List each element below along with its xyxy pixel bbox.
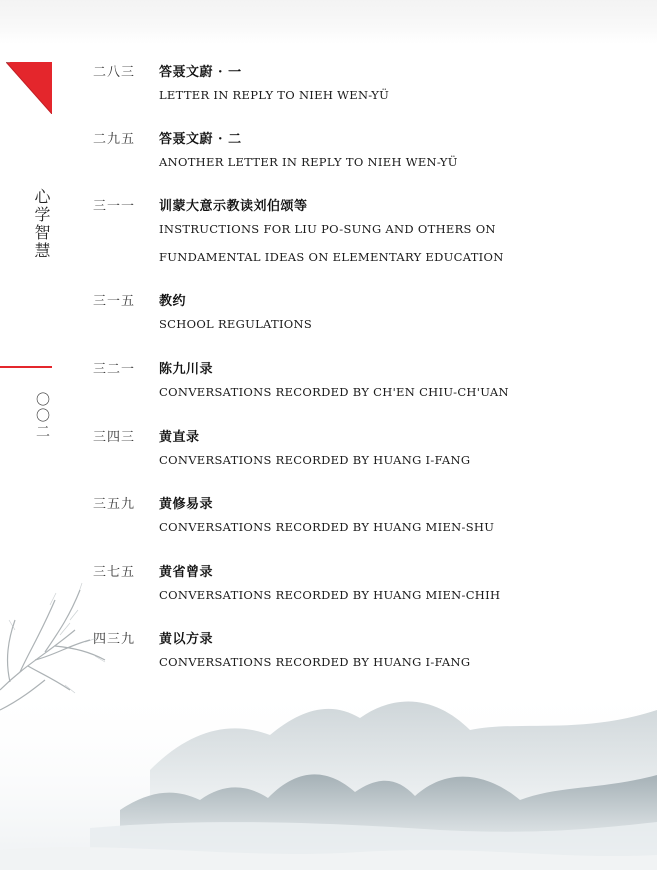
entry-title-en: ANOTHER LETTER IN REPLY TO NIEH WEN-YÜ: [159, 155, 458, 169]
entry-page-number: 三一一: [93, 199, 136, 214]
entry-title-cn: 黄修易录: [159, 497, 214, 512]
entry-title-en: CONVERSATIONS RECORDED BY HUANG I-FANG: [159, 453, 471, 467]
entry-page-number: 三五九: [93, 497, 136, 512]
entry-title-cn: 黄直录: [159, 430, 200, 445]
entry-page-number: 三七五: [93, 565, 136, 580]
entry-title-cn: 黄省曾录: [159, 565, 214, 580]
side-title: 心学智慧: [32, 188, 51, 260]
entry-title-en: LETTER IN REPLY TO NIEH WEN-YÜ: [159, 88, 390, 102]
entry-title-en: CONVERSATIONS RECORDED BY CH'EN CHIU-CH'UAN: [159, 385, 509, 399]
side-rule: [0, 366, 52, 368]
entry-page-number: 三二一: [93, 362, 136, 377]
entry-title-en: CONVERSATIONS RECORDED BY HUANG I-FANG: [159, 655, 471, 669]
entry-page-number: 三一五: [93, 294, 136, 309]
entry-page-number: 二八三: [93, 65, 136, 80]
entry-page-number: 四三九: [93, 632, 136, 647]
entry-title-en: CONVERSATIONS RECORDED BY HUANG MIEN-CHIH: [159, 588, 501, 602]
entry-title-en-line2: FUNDAMENTAL IDEAS ON ELEMENTARY EDUCATION: [159, 250, 504, 264]
page-number: 〇〇二: [34, 392, 50, 440]
entry-title-cn: 答聂文蔚 · 一: [159, 65, 242, 80]
entry-title-cn: 黄以方录: [159, 632, 214, 647]
entry-page-number: 三四三: [93, 430, 136, 445]
red-corner-mark: [6, 62, 52, 114]
entry-page-number: 二九五: [93, 132, 136, 147]
entry-title-en: SCHOOL REGULATIONS: [159, 317, 313, 331]
entry-title-cn: 答聂文蔚 · 二: [159, 132, 242, 147]
entry-title-cn: 教约: [159, 294, 187, 309]
top-band: [0, 0, 657, 44]
ink-landscape-illustration: [0, 560, 657, 870]
entry-title-en: CONVERSATIONS RECORDED BY HUANG MIEN-SHU: [159, 520, 495, 534]
entry-title-cn: 训蒙大意示教读刘伯颂等: [159, 199, 308, 214]
entry-title-cn: 陈九川录: [159, 362, 214, 377]
entry-title-en: INSTRUCTIONS FOR LIU PO-SUNG AND OTHERS ON: [159, 222, 496, 236]
